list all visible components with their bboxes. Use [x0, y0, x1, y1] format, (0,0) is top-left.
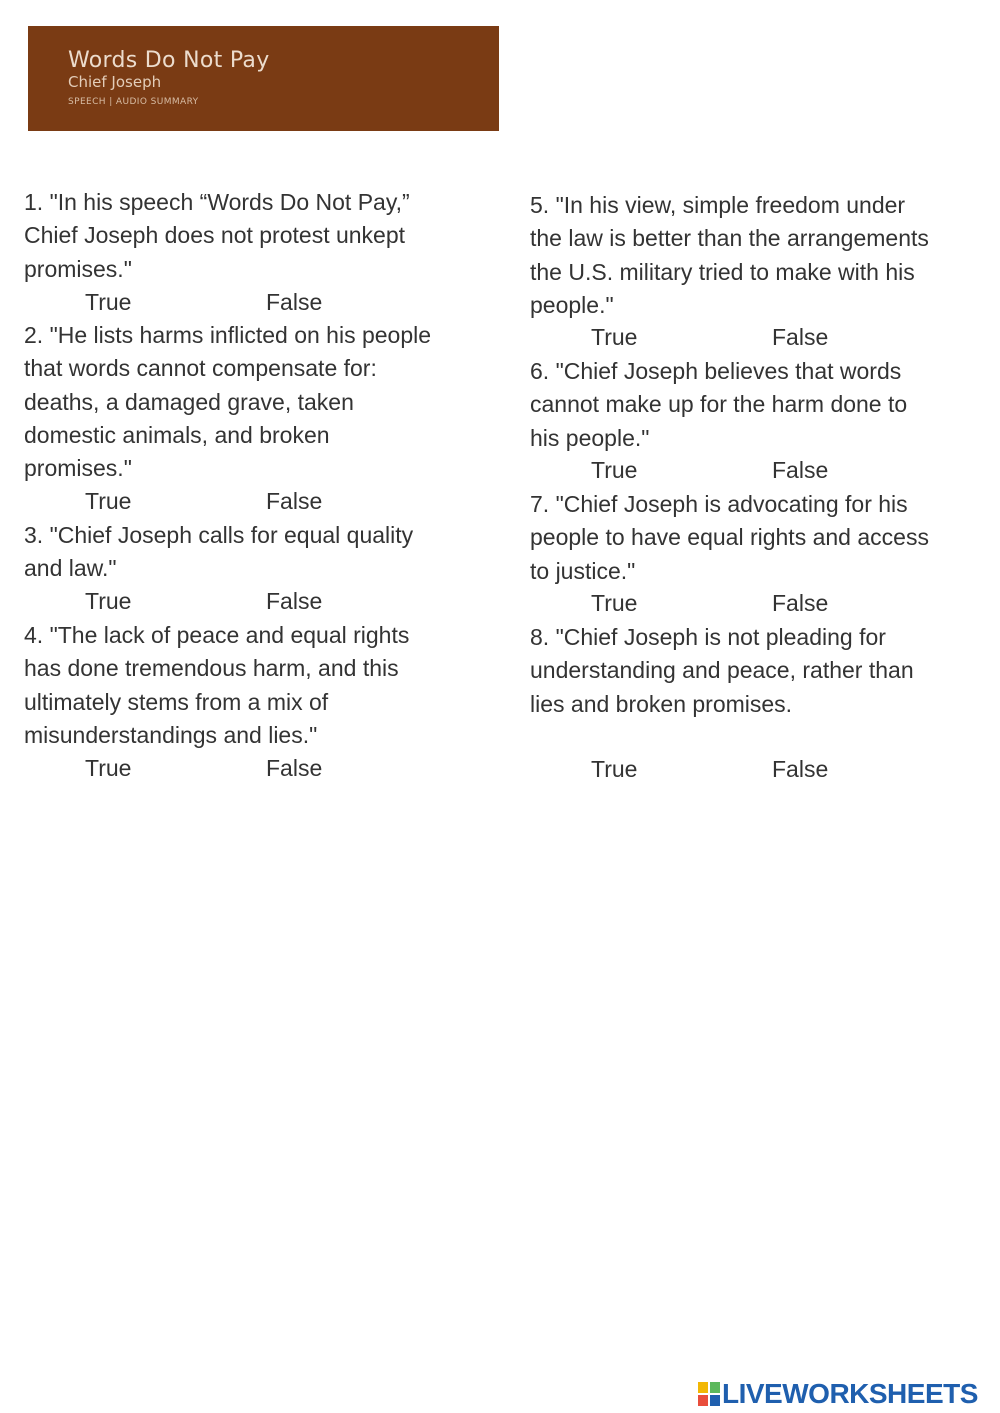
question-text: 2. "He lists harms inflicted on his people that words cannot compensate for: deaths, a damaged grave, taken domestic animals, and broken promises.": [24, 322, 432, 482]
true-false-choice: [24, 286, 424, 319]
true-false-choice: [24, 585, 424, 618]
author-name: Chief Joseph: [68, 73, 162, 91]
question-text: 6. "Chief Joseph believes that words cannot make up for the harm done to his people.": [530, 358, 908, 451]
false-option[interactable]: False: [772, 590, 829, 616]
false-option[interactable]: False: [266, 289, 323, 315]
true-option[interactable]: True: [591, 590, 638, 616]
false-option[interactable]: False: [266, 755, 323, 781]
true-option[interactable]: True: [85, 289, 132, 315]
true-option[interactable]: True: [591, 457, 638, 483]
liveworksheets-logo-icon: [698, 1382, 720, 1406]
question-text: 3. "Chief Joseph calls for equal quality and law.": [24, 522, 414, 582]
false-option[interactable]: False: [772, 457, 829, 483]
true-option[interactable]: True: [85, 588, 132, 614]
question-text: 1. "In his speech “Words Do Not Pay,” Chief Joseph does not protest unkept promises.": [24, 189, 410, 282]
true-false-choice: [530, 753, 930, 786]
logo-wordmark: LIVEWORKSHEETS: [722, 1378, 978, 1409]
false-option[interactable]: False: [772, 324, 829, 350]
true-false-choice: [530, 454, 930, 487]
question-text: 5. "In his view, simple freedom under the law is better than the arrangements the U.S. military tried to make with his people.": [530, 192, 929, 318]
true-false-choice: [530, 587, 930, 620]
header-banner: [28, 26, 499, 131]
question-text: 8. "Chief Joseph is not pleading for understanding and peace, rather than lies and broken promises.: [530, 624, 914, 717]
true-false-choice: [24, 485, 424, 518]
true-option[interactable]: True: [591, 756, 638, 782]
true-false-choice: [530, 321, 930, 354]
false-option[interactable]: False: [266, 588, 323, 614]
true-option[interactable]: True: [591, 324, 638, 350]
question-text: 7. "Chief Joseph is advocating for his people to have equal rights and access to justice.": [530, 491, 929, 584]
false-option[interactable]: False: [266, 488, 323, 514]
false-option[interactable]: False: [772, 756, 829, 782]
true-false-choice: [24, 752, 424, 785]
banner-tag: SPEECH | AUDIO SUMMARY: [68, 97, 199, 107]
worksheet-title: Words Do Not Pay: [68, 48, 270, 73]
true-option[interactable]: True: [85, 488, 132, 514]
liveworksheets-logo: [698, 1377, 998, 1411]
true-option[interactable]: True: [85, 755, 132, 781]
question-text: 4. "The lack of peace and equal rights has done tremendous harm, and this ultimately stems from a mix of misunderstandings and lies.": [24, 622, 410, 748]
